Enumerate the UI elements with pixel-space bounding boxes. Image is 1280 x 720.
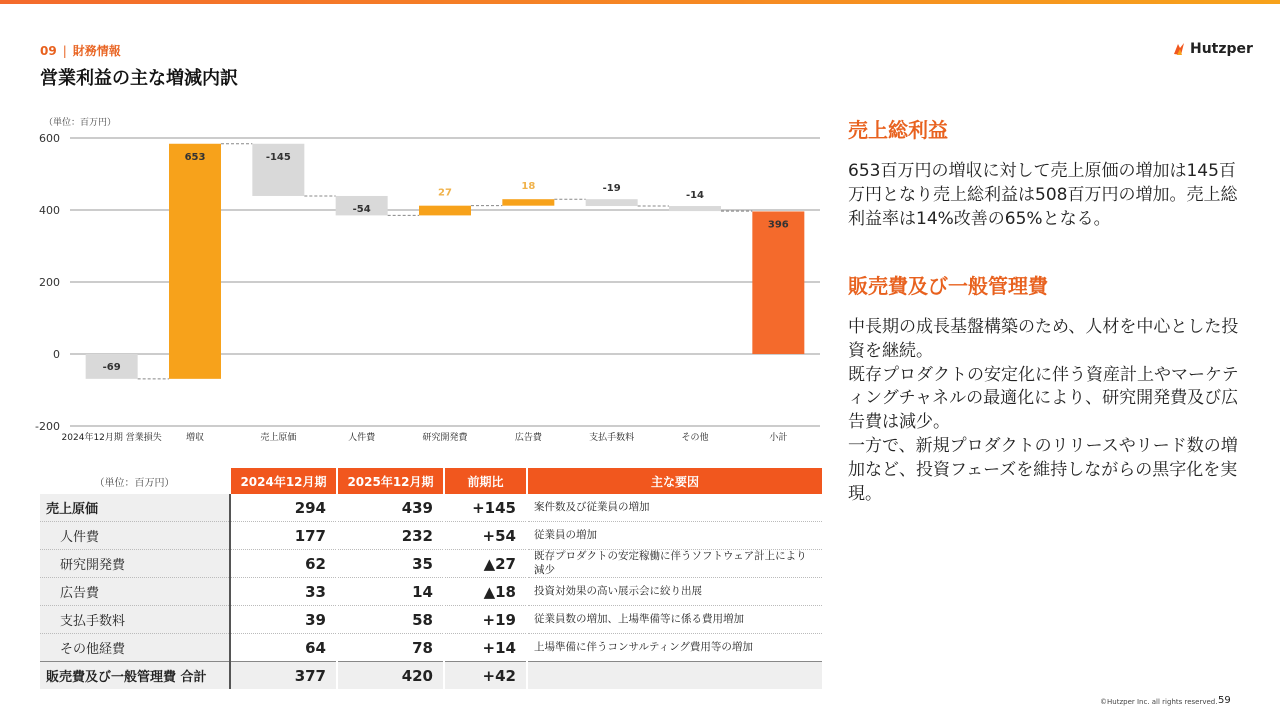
logo: [1172, 41, 1253, 57]
x-tick-label: 小計: [769, 433, 788, 443]
cell-reason: 従業員数の増加、上場準備等に係る費用増加: [527, 606, 822, 634]
bar: [502, 199, 554, 205]
cell-fy2024: 39: [230, 606, 337, 634]
section-name: 財務情報: [72, 44, 121, 58]
sga-text-3: 一方で、新規プロダクトのリリースやリード数の増加など、投資フェーズを維持しながらの黒字化を実現。: [848, 435, 1238, 504]
x-tick-label: 研究開発費: [422, 433, 468, 443]
row-label: 広告費: [40, 578, 230, 606]
gross-profit-section: [848, 114, 1240, 143]
footer-copyright: ©Hutzper Inc. all rights reserved.: [1100, 698, 1218, 706]
sga-breakdown-table: [40, 468, 822, 689]
table-total-row: [40, 662, 822, 690]
y-tick-label: -200: [35, 420, 60, 433]
data-label: -145: [265, 151, 291, 163]
cell-fy2024: 64: [230, 634, 337, 662]
chart-connectors: [138, 144, 753, 379]
bar: [586, 199, 638, 206]
cell-reason: 上場準備に伴うコンサルティング費用等の増加: [527, 634, 822, 662]
data-label: -14: [685, 190, 705, 202]
table-row: [40, 578, 822, 606]
cell-change: ▲18: [444, 578, 527, 606]
header-reason: 主な要因: [527, 468, 822, 494]
cell-fy2025: 232: [337, 522, 444, 550]
sga-body: [848, 316, 1240, 506]
data-label: 18: [521, 181, 536, 193]
cell-change: +145: [444, 494, 527, 522]
page-number: 59: [1218, 695, 1231, 706]
y-tick-label: 600: [39, 132, 60, 145]
cell-reason: 案件数及び従業員の増加: [527, 494, 822, 522]
cell-fy2024: 33: [230, 578, 337, 606]
chart-unit-label: （単位：百万円）: [44, 118, 117, 128]
y-tick-label: 0: [53, 348, 60, 361]
bar: [669, 206, 721, 211]
row-label: 人件費: [40, 522, 230, 550]
cell-fy2025: 420: [337, 662, 444, 690]
row-label: 支払手数料: [40, 606, 230, 634]
sga-text-1: 中長期の成長基盤構築のため、人材を中心とした投資を継続。: [848, 317, 1239, 361]
gross-profit-heading: 売上総利益: [848, 118, 948, 142]
row-label: 販売費及び一般管理費 合計: [40, 662, 230, 690]
sga-section: [848, 270, 1240, 299]
cell-change: +54: [444, 522, 527, 550]
section-label: [40, 42, 121, 59]
waterfall-chart: [30, 110, 820, 450]
table-header-row: [40, 468, 822, 494]
data-label: 653: [184, 151, 206, 163]
cell-change: +42: [444, 662, 527, 690]
data-label: -19: [602, 183, 621, 195]
cell-reason: 投資対効果の高い展示会に絞り出展: [527, 578, 822, 606]
section-number: 09: [40, 44, 57, 58]
sga-text-2: 既存プロダクトの安定化に伴う資産計上やマーケティングチャネルの最適化により、研究開発費及び広告費は減少。: [848, 364, 1239, 433]
chart-x-axis: [62, 431, 788, 443]
x-tick-label: 2024年12月期 営業損失: [61, 433, 162, 443]
top-accent-bar: [0, 0, 1280, 4]
x-tick-label: 人件費: [348, 433, 376, 443]
cell-fy2024: 62: [230, 550, 337, 578]
header-change: 前期比: [444, 468, 527, 494]
cell-change: +14: [444, 634, 527, 662]
bar: [752, 211, 804, 354]
sga-heading: 販売費及び一般管理費: [848, 274, 1048, 298]
cell-fy2024: 377: [230, 662, 337, 690]
table-row: [40, 550, 822, 578]
gross-profit-text: 653百万円の増収に対して売上原価の増加は145百万円となり売上総利益は508百万円の増加。売上総利益率は14%改善の65%となる。: [848, 161, 1238, 229]
x-tick-label: 広告費: [514, 433, 542, 443]
x-tick-label: 増収: [185, 433, 205, 443]
x-tick-label: その他: [681, 433, 709, 443]
header-fy2024: 2024年12月期: [230, 468, 337, 494]
section-separator: |: [62, 44, 67, 58]
page-title: 営業利益の主な増減内訳: [40, 68, 238, 89]
cell-fy2025: 58: [337, 606, 444, 634]
table-row: [40, 606, 822, 634]
row-label: 研究開発費: [40, 550, 230, 578]
cell-reason: 従業員の増加: [527, 522, 822, 550]
logo-text: Hutzper: [1190, 41, 1253, 57]
cell-reason: [527, 662, 822, 690]
cell-fy2024: 294: [230, 494, 337, 522]
x-tick-label: 売上原価: [260, 433, 297, 443]
cell-change: ▲27: [444, 550, 527, 578]
chart-bars: [86, 144, 805, 379]
row-label: その他経費: [40, 634, 230, 662]
y-tick-label: 200: [39, 276, 60, 289]
table-row: [40, 494, 822, 522]
chart-y-axis: [35, 132, 60, 433]
cell-fy2025: 78: [337, 634, 444, 662]
bar: [169, 144, 221, 379]
data-label: 27: [438, 187, 452, 199]
cell-fy2024: 177: [230, 522, 337, 550]
cell-change: +19: [444, 606, 527, 634]
table-row: [40, 522, 822, 550]
cell-fy2025: 439: [337, 494, 444, 522]
row-label: 売上原価: [40, 494, 230, 522]
logo-icon: [1172, 42, 1186, 56]
data-label: -54: [352, 203, 371, 215]
cell-reason: 既存プロダクトの安定稼働に伴うソフトウェア計上により減少: [527, 550, 822, 578]
bar: [419, 206, 471, 216]
x-tick-label: 支払手数料: [589, 433, 635, 443]
gross-profit-body: [848, 160, 1240, 231]
data-label: -69: [102, 362, 121, 373]
cell-fy2025: 35: [337, 550, 444, 578]
header-fy2025: 2025年12月期: [337, 468, 444, 494]
table-row: [40, 634, 822, 662]
y-tick-label: 400: [39, 204, 60, 217]
cell-fy2025: 14: [337, 578, 444, 606]
data-label: 396: [767, 219, 789, 231]
table-unit-label: （単位：百万円）: [40, 468, 230, 494]
